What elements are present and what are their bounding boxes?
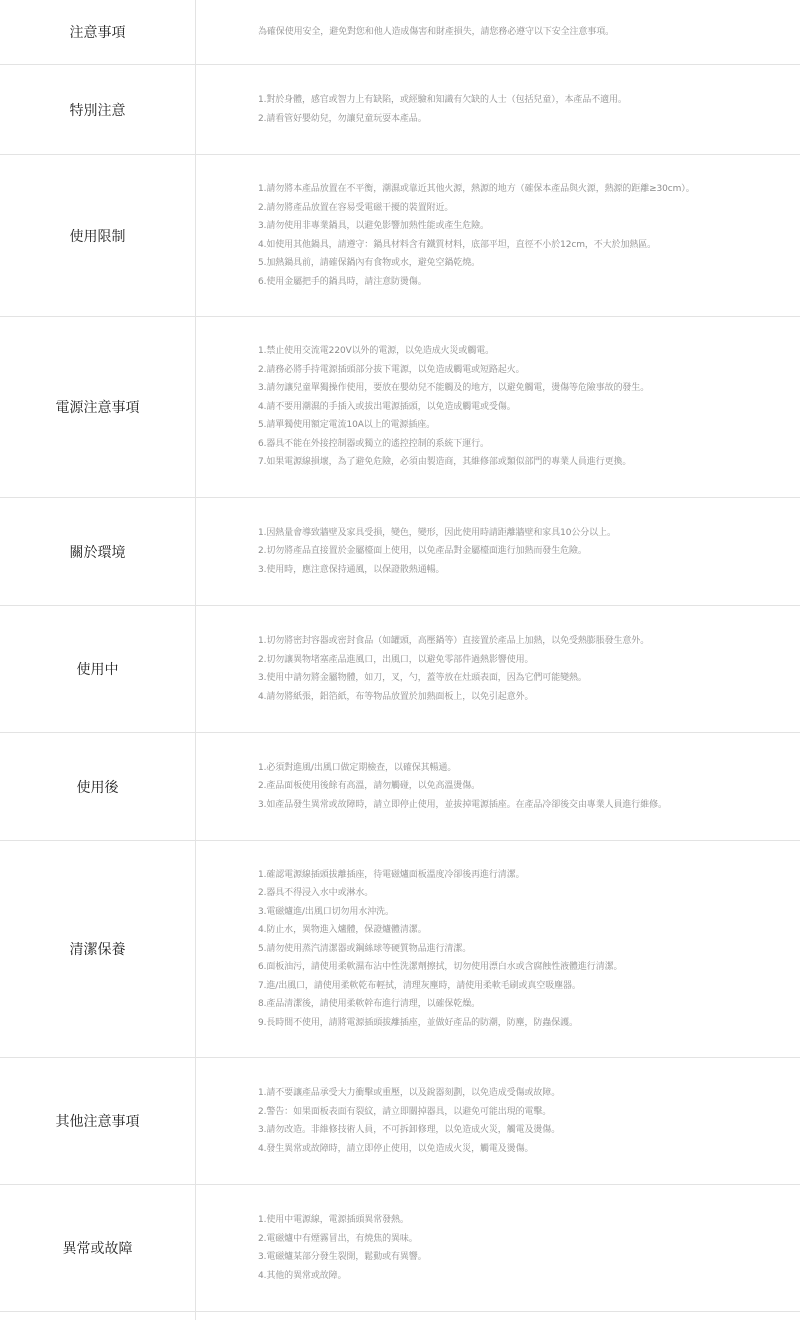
section-line: 4.防止水，異物進入爐體，保證爐體清潔。 (258, 925, 427, 936)
section-title: 關於環境 (0, 498, 196, 605)
section-line: 5.加熱鍋具前，請確保鍋內有食物或水，避免空鍋乾燒。 (258, 258, 480, 268)
section-row (0, 841, 800, 1058)
section-line: 3.使用時，應注意保持通風，以保證散熱通暢。 (258, 564, 445, 575)
section-line: 7.如果電源線損壞，為了避免危險，必須由製造商，其維修部或類似部門的專業人員進行更換。 (258, 457, 632, 468)
section-row (0, 317, 800, 498)
section-line: 2.請看管好嬰幼兒，勿讓兒童玩耍本產品。 (258, 113, 427, 124)
section-line: 為確保使用安全，避免對您和他人造成傷害和財產損失，請您務必遵守以下安全注意事項。 (258, 26, 615, 37)
section-line: 1.使用中電源線，電源插頭異常發熱。 (258, 1215, 409, 1225)
table-tail (0, 1312, 800, 1320)
section-line: 1.切勿將密封容器或密封食品（如罐頭，高壓鍋等）直接置於產品上加熱，以免受熱膨脹發生意外。 (258, 636, 650, 646)
section-line: 2.請勿將產品放置在容易受電磁干擾的裝置附近。 (258, 202, 454, 213)
section-line: 6.面板油污，請使用柔軟濕布沾中性洗潔劑擦拭，切勿使用漂白水或含腐蝕性液體進行清潔。 (258, 962, 623, 973)
section-line: 5.請勿使用蒸汽清潔器或鋼絲球等硬質物品進行清潔。 (258, 943, 472, 954)
section-row (0, 606, 800, 733)
section-line: 5.請單獨使用額定電流10A以上的電源插座。 (258, 420, 435, 431)
section-line: 6.使用金屬把手的鍋具時，請注意防燙傷。 (258, 276, 427, 287)
section-line: 1.對於身體，感官或智力上有缺陷，或經驗和知識有欠缺的人士（包括兒童），本產品不適用。 (258, 95, 627, 105)
section-line: 6.器具不能在外接控制器或獨立的遙控控制的系統下運行。 (258, 438, 489, 449)
section-content (196, 841, 800, 1057)
section-line: 2.切勿將產品直接置於金屬檯面上使用，以免產品對金屬檯面進行加熱而發生危險。 (258, 546, 587, 557)
section-row (0, 155, 800, 317)
section-row (0, 1185, 800, 1312)
section-row (0, 733, 800, 841)
tail-divider (0, 1312, 196, 1320)
section-content (196, 317, 800, 497)
section-title: 注意事項 (0, 0, 196, 64)
section-title: 特別注意 (0, 65, 196, 154)
section-line: 9.長時間不使用，請將電源插頭拔離插座，並做好產品的防潮，防塵，防蟲保護。 (258, 1017, 578, 1028)
section-line: 4.請勿將紙張，鋁箔紙，布等物品放置於加熱面板上，以免引起意外。 (258, 691, 534, 702)
section-line: 3.電磁爐某部分發生裂開，鬆動或有異響。 (258, 1252, 427, 1262)
section-content (196, 1058, 800, 1184)
section-line: 3.使用中請勿將金屬物體，如刀，叉，勺，蓋等放在灶頭表面，因為它們可能變熱。 (258, 673, 587, 683)
section-line: 3.請勿使用非專業鍋具，以避免影響加熱性能或產生危險。 (258, 221, 489, 231)
section-content (196, 498, 800, 605)
section-content (196, 606, 800, 732)
section-content (196, 733, 800, 840)
section-line: 2.器具不得浸入水中或淋水。 (258, 888, 374, 899)
section-row (0, 65, 800, 155)
section-line: 3.請勿改造。非維修技術人員，不可拆卸修理，以免造成火災，觸電及燙傷。 (258, 1125, 561, 1135)
section-row (0, 498, 800, 606)
section-title: 使用中 (0, 606, 196, 732)
section-content (196, 155, 800, 316)
section-line: 4.請不要用潮濕的手插入或拔出電源插頭，以免造成觸電或受傷。 (258, 401, 516, 412)
section-content (196, 65, 800, 154)
section-line: 2.切勿讓異物堵塞產品進風口，出風口，以避免零部件過熱影響使用。 (258, 654, 534, 665)
section-title: 使用限制 (0, 155, 196, 316)
section-title: 異常或故障 (0, 1185, 196, 1311)
section-line: 1.請勿將本產品放置在不平衡，潮濕或靠近其他火源，熱源的地方（確保本產品與火源，熱源的距離≥30cm）。 (258, 184, 695, 194)
section-line: 1.請不要讓產品承受大力衝擊或重壓，以及銳器刻劃，以免造成受傷或故障。 (258, 1088, 561, 1098)
section-content (196, 1185, 800, 1311)
section-line: 2.請務必將手持電源插頭部分拔下電源，以免造成觸電或短路起火。 (258, 364, 525, 375)
section-line: 1.確認電源線插頭拔離插座，待電磁爐面板溫度冷卻後再進行清潔。 (258, 869, 525, 880)
section-line: 4.其他的異常或故障。 (258, 1270, 347, 1281)
section-row (0, 0, 800, 65)
section-line: 2.電磁爐中有煙霧冒出，有燒焦的異味。 (258, 1233, 418, 1244)
section-line: 1.必須對進風/出風口做定期檢查，以確保其暢通。 (258, 762, 457, 773)
section-title: 電源注意事項 (0, 317, 196, 497)
section-title: 其他注意事項 (0, 1058, 196, 1184)
section-line: 1.禁止使用交流電220V以外的電源，以免造成火災或觸電。 (258, 346, 495, 357)
section-line: 3.電磁爐進/出風口切勿用水沖洗。 (258, 906, 394, 917)
section-line: 2.警告：如果面板表面有裂紋，請立即關掉器具，以避免可能出現的電擊。 (258, 1106, 552, 1117)
section-title: 清潔保養 (0, 841, 196, 1057)
section-line: 4.如使用其他鍋具，請遵守：鍋具材料含有鐵質材料，底部平坦，直徑不小於12cm，不大於加熱區。 (258, 239, 657, 250)
section-title: 使用後 (0, 733, 196, 840)
section-line: 7.進/出風口，請使用柔軟乾布輕拭，清理灰塵時，請使用柔軟毛刷或真空吸塵器。 (258, 980, 581, 991)
section-line: 3.如產品發生異常或故障時，請立即停止使用，並拔掉電源插座。在產品冷卻後交由專業人員進行維修。 (258, 799, 667, 810)
section-line: 8.產品清潔後，請使用柔軟幹布進行清理，以確保乾燥。 (258, 999, 480, 1010)
section-line: 4.發生異常或故障時，請立即停止使用，以免造成火災，觸電及燙傷。 (258, 1143, 534, 1154)
section-line: 2.產品面板使用後餘有高溫，請勿觸碰，以免高溫燙傷。 (258, 781, 480, 792)
section-row (0, 1058, 800, 1185)
section-content (196, 0, 800, 64)
section-line: 3.請勿讓兒童單獨操作使用，要放在嬰幼兒不能觸及的地方，以避免觸電，燙傷等危險事故的發生。 (258, 383, 650, 394)
section-line: 1.因熱量會導致牆壁及家具受損，變色，變形，因此使用時請距離牆壁和家具10公分以上。 (258, 527, 616, 538)
